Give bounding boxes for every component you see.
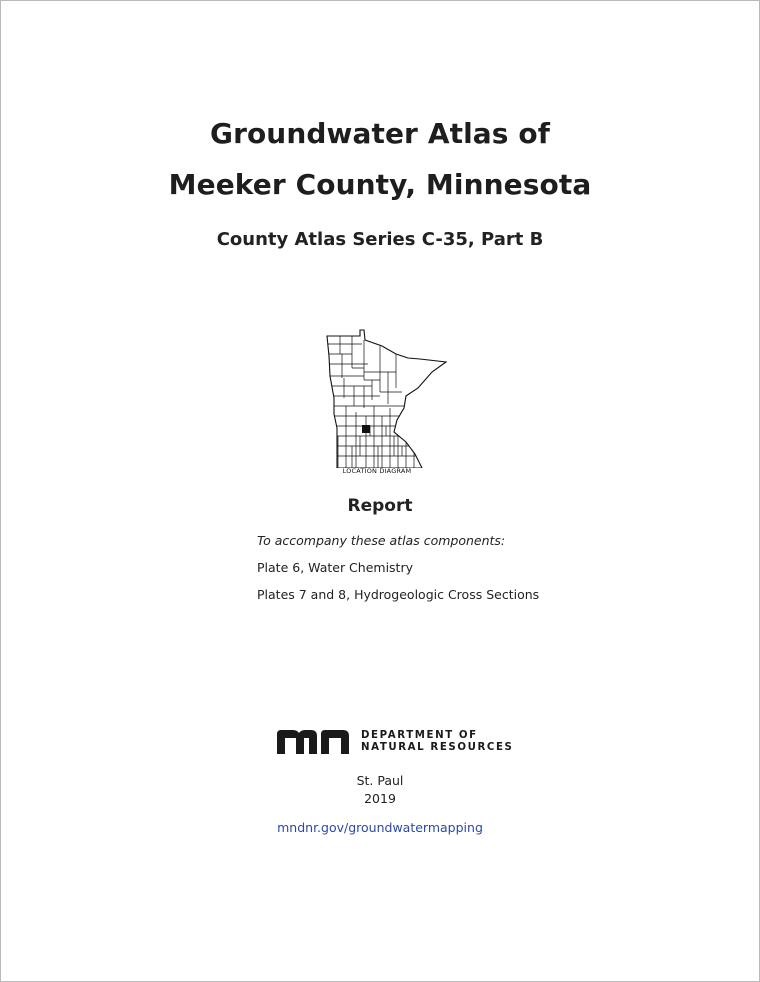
section-label: Report bbox=[347, 496, 413, 516]
title-line-1: Groundwater Atlas of bbox=[209, 117, 550, 150]
mn-logo-icon bbox=[277, 730, 355, 754]
website-link[interactable]: mndnr.gov/groundwatermapping bbox=[277, 820, 483, 835]
publication-year: 2019 bbox=[364, 791, 396, 806]
minnesota-map-icon bbox=[322, 328, 452, 468]
component-item: Plate 6, Water Chemistry bbox=[257, 560, 413, 575]
logo-line-2: NATURAL RESOURCES bbox=[361, 742, 514, 753]
series-subtitle: County Atlas Series C-35, Part B bbox=[216, 229, 544, 250]
publication-place: St. Paul bbox=[356, 773, 404, 788]
logo-line-1: DEPARTMENT OF bbox=[361, 730, 478, 741]
component-item: Plates 7 and 8, Hydrogeologic Cross Sections bbox=[257, 587, 540, 602]
location-diagram-caption: LOCATION DIAGRAM bbox=[342, 467, 412, 475]
components-intro: To accompany these atlas components: bbox=[257, 533, 506, 548]
location-diagram bbox=[322, 328, 452, 478]
dnr-logo-text bbox=[361, 730, 514, 754]
title-line-2: Meeker County, Minnesota bbox=[168, 168, 592, 201]
meeker-county-highlight bbox=[362, 425, 370, 433]
